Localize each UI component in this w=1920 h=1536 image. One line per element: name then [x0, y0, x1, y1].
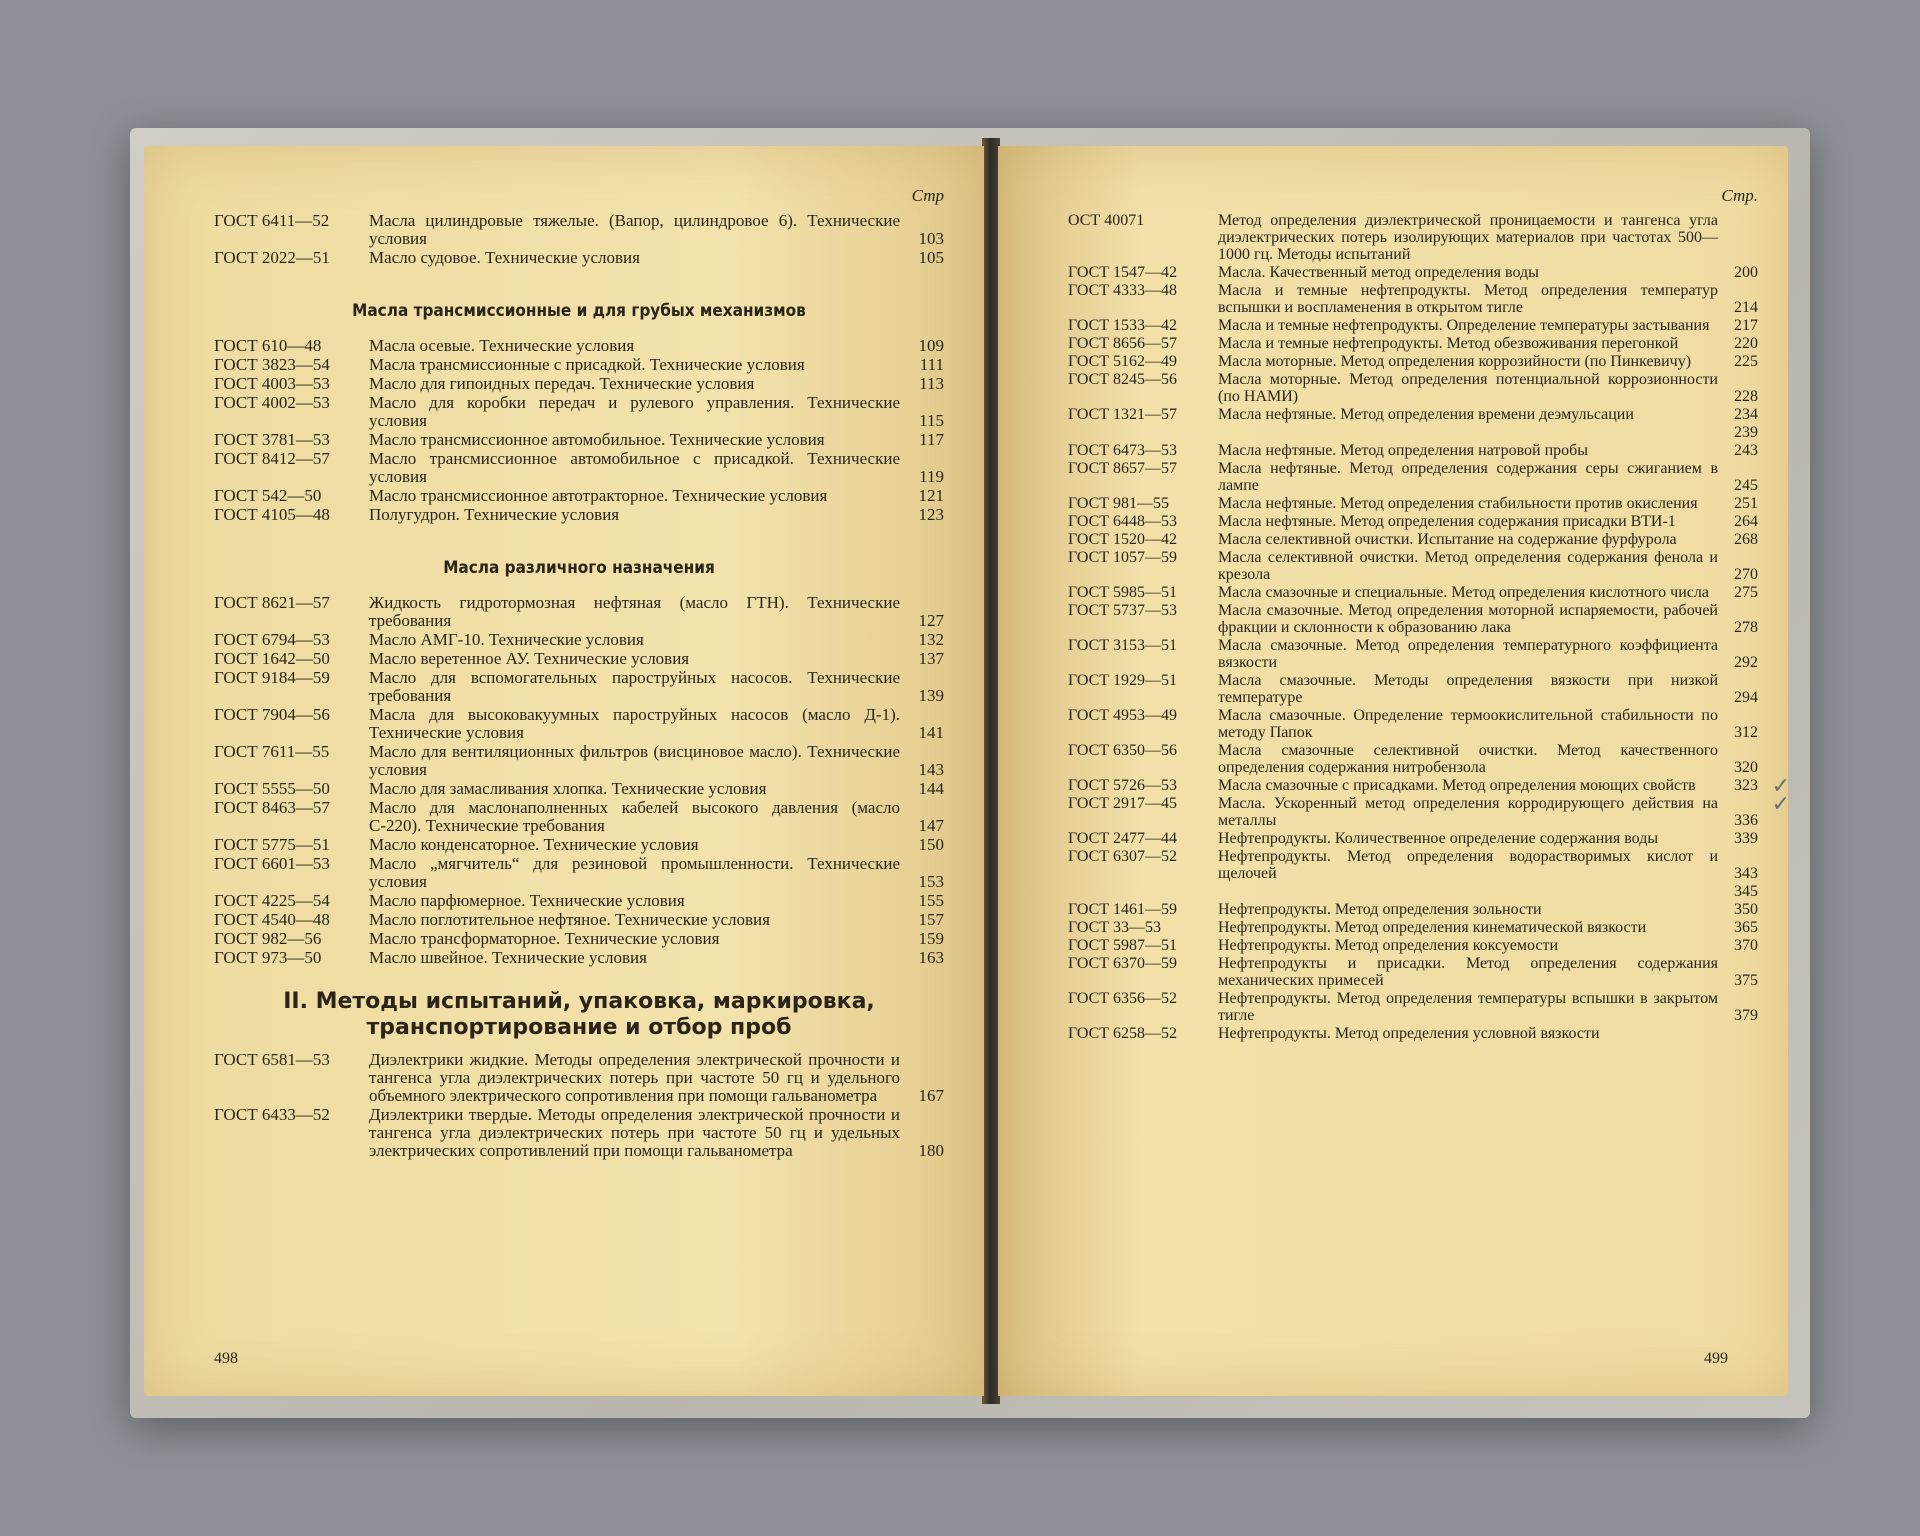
- index-entry: [214, 855, 944, 891]
- right-page-content: [1068, 186, 1790, 1043]
- gost-code: ГОСТ 8245—56: [1068, 371, 1178, 388]
- entry-title: Масло для маслонаполненных кабелей высокого давления (масло С-220). Технические требования: [369, 798, 900, 835]
- index-entry: [214, 594, 944, 630]
- entry-page: 379: [1734, 1007, 1758, 1024]
- index-entry: [214, 249, 944, 267]
- gost-code: ГОСТ 9184—59: [214, 668, 330, 687]
- index-entry: [214, 506, 944, 524]
- gost-code: ГОСТ 4540—48: [214, 910, 330, 929]
- entry-page: 127: [918, 611, 944, 630]
- gost-code: ГОСТ 8412—57: [214, 449, 330, 468]
- entry-page: 103: [918, 229, 944, 248]
- gost-code: ГОСТ 33—53: [1068, 919, 1162, 936]
- index-entry: [214, 836, 944, 854]
- entry-page: 153: [918, 872, 944, 891]
- gost-code: ГОСТ 6307—52: [1068, 848, 1178, 865]
- gost-code: ГОСТ 6356—52: [1068, 990, 1178, 1007]
- entry-page: 117: [919, 430, 944, 449]
- entry-title: Масло „мягчитель“ для резиновой промышленности. Технические условия: [369, 854, 900, 891]
- entry-page: 323: [1734, 777, 1758, 794]
- entry-title: Масла нефтяные. Метод определения содержания присадки ВТИ-1: [1218, 513, 1676, 530]
- entry-title: Масло трансмиссионное автомобильное. Технические условия: [369, 430, 825, 449]
- gost-code: ГОСТ 3781—53: [214, 430, 330, 449]
- index-entry: [1068, 406, 1758, 423]
- index-entry: [1068, 495, 1758, 512]
- entry-title: Масло судовое. Технические условия: [369, 248, 640, 267]
- entry-title: Масло АМГ-10. Технические условия: [369, 630, 644, 649]
- entry-page: 109: [918, 336, 944, 355]
- gost-code: ГОСТ 5726—53: [1068, 777, 1178, 794]
- index-entry: [1068, 773, 1790, 798]
- entry-page: 105: [918, 248, 944, 267]
- entry-title: Масла. Качественный метод определения воды: [1218, 264, 1539, 281]
- entry-page: 111: [919, 355, 944, 374]
- gost-code: ГОСТ 5775—51: [214, 835, 330, 854]
- entry-title: Масла смазочные. Методы определения вязкости при низкой температуре: [1218, 672, 1718, 706]
- part-title-methods: II. Методы испытаний, упаковка, маркировка, транспортирование и отбор проб: [283, 989, 875, 1040]
- index-entry: [1068, 264, 1758, 281]
- entry-page: 312: [1734, 724, 1758, 741]
- index-entry: [1068, 424, 1758, 441]
- index-entry: [1068, 901, 1758, 918]
- gost-code: ГОСТ 4002—53: [214, 393, 330, 412]
- index-entry: [1068, 212, 1758, 263]
- gost-code: ГОСТ 6473—53: [1068, 442, 1178, 459]
- index-entry: [214, 1106, 944, 1160]
- page-column-label: Стр.: [1721, 186, 1758, 205]
- index-entry: [214, 337, 944, 355]
- entry-page: 292: [1734, 654, 1758, 671]
- gost-code: ГОСТ 3823—54: [214, 355, 330, 374]
- entry-title: Нефтепродукты. Метод определения условной вязкости: [1218, 1025, 1600, 1042]
- left-page-content: [214, 186, 944, 1161]
- index-entry: [214, 1051, 944, 1105]
- entry-title: Нефтепродукты. Метод определения кинематической вязкости: [1218, 919, 1647, 936]
- entry-page: 180: [918, 1141, 944, 1160]
- entry-title: Масла селективной очистки. Испытание на содержание фурфурола: [1218, 531, 1677, 548]
- gost-code: ГОСТ 6601—53: [214, 854, 330, 873]
- entry-page: 220: [1734, 335, 1758, 352]
- index-entry: [214, 780, 944, 798]
- index-entry: [1068, 672, 1758, 706]
- index-entry: [214, 450, 944, 486]
- entry-title: Масло для гипоидных передач. Технические условия: [369, 374, 755, 393]
- gost-code: ГОСТ 6433—52: [214, 1105, 330, 1124]
- entry-title: Масло для вентиляционных фильтров (висциновое масло). Технические условия: [369, 742, 900, 779]
- index-entry: [1068, 442, 1758, 459]
- gost-code: ГОСТ 4333—48: [1068, 282, 1178, 299]
- index-entry: [1068, 955, 1758, 989]
- entry-title: Масло веретенное АУ. Технические условия: [369, 649, 690, 668]
- entry-page: 239: [1734, 424, 1758, 441]
- gost-code: ГОСТ 4225—54: [214, 891, 330, 910]
- entry-title: Масла смазочные. Метод определения моторной испаряемости, рабочей фракции и склонности к образованию лака: [1218, 602, 1718, 636]
- entry-title: Масло конденсаторное. Технические условия: [369, 835, 699, 854]
- entry-page: 147: [918, 816, 944, 835]
- gost-code: ГОСТ 981—55: [1068, 495, 1170, 512]
- entry-page: 115: [919, 411, 944, 430]
- entry-page: 370: [1734, 937, 1758, 954]
- entry-title: Масла и темные нефтепродукты. Метод обезвоживания перегонкой: [1218, 335, 1679, 352]
- index-entry: [1068, 371, 1758, 405]
- index-entry: [1068, 637, 1758, 671]
- open-book: [130, 128, 1810, 1418]
- section-transmission-entries: [214, 337, 944, 524]
- index-entry: [214, 911, 944, 929]
- entry-page: 339: [1734, 830, 1758, 847]
- entry-page: 155: [918, 891, 944, 910]
- entry-page: 113: [919, 374, 944, 393]
- entry-page: 157: [918, 910, 944, 929]
- entry-title: Масло поглотительное нефтяное. Технические условия: [369, 910, 770, 929]
- gost-code: ГОСТ 8621—57: [214, 593, 330, 612]
- entry-page: 294: [1734, 689, 1758, 706]
- entry-title: Нефтепродукты. Метод определения зольности: [1218, 901, 1542, 918]
- gost-code: ГОСТ 6794—53: [214, 630, 330, 649]
- index-entry: [214, 212, 944, 248]
- gost-code: ГОСТ 8657—57: [1068, 460, 1178, 477]
- gost-code: ГОСТ 4105—48: [214, 505, 330, 524]
- entry-title: Масло парфюмерное. Технические условия: [369, 891, 685, 910]
- entry-page: 243: [1734, 442, 1758, 459]
- entry-title: Масла моторные. Метод определения потенциальной коррозионности (по НАМИ): [1218, 371, 1718, 405]
- gost-code: ОСТ 40071: [1068, 212, 1145, 229]
- section-title-various: Масла различного назначения: [443, 558, 715, 578]
- gost-code: ГОСТ 6258—52: [1068, 1025, 1178, 1042]
- pencil-checkmark-icon: ✓: [1771, 791, 1790, 816]
- entry-title: Масло трансмиссионное автомобильное с присадкой. Технические условия: [369, 449, 900, 486]
- entry-page: 214: [1734, 299, 1758, 316]
- entry-title: Масла смазочные селективной очистки. Метод качественного определения содержания нитробензола: [1218, 742, 1718, 776]
- entry-page: 225: [1734, 353, 1758, 370]
- gost-code: ГОСТ 1461—59: [1068, 901, 1178, 918]
- section-various-entries: [214, 594, 944, 967]
- entry-title: Масла селективной очистки. Метод определения содержания фенола и крезола: [1218, 549, 1718, 583]
- pencil-checkmark-icon: ✓: [1771, 773, 1790, 798]
- index-entry: [1068, 317, 1758, 334]
- index-entry: [1068, 937, 1758, 954]
- gost-code: ГОСТ 1520—42: [1068, 531, 1178, 548]
- entry-page: 200: [1734, 264, 1758, 281]
- gost-code: [1068, 424, 1218, 441]
- entry-title: Масла. Ускоренный метод определения корродирующего действия на металлы: [1218, 795, 1718, 829]
- entry-title: Нефтепродукты. Метод определения температуры вспышки в закрытом тигле: [1218, 990, 1718, 1024]
- entry-title: Нефтепродукты. Метод определения коксуемости: [1218, 937, 1558, 954]
- page-number: 499: [1704, 1350, 1728, 1367]
- gost-code: ГОСТ 8463—57: [214, 798, 330, 817]
- gost-code: ГОСТ 2917—45: [1068, 795, 1178, 812]
- index-entry: [214, 892, 944, 910]
- index-entry: [214, 930, 944, 948]
- gost-code: ГОСТ 6350—56: [1068, 742, 1178, 759]
- entry-page: 251: [1734, 495, 1758, 512]
- index-entry: [214, 706, 944, 742]
- entry-title: [1218, 883, 1718, 900]
- left-page: [144, 146, 984, 1396]
- entry-page: 245: [1734, 477, 1758, 494]
- gost-code: ГОСТ 6581—53: [214, 1050, 330, 1069]
- entry-title: Масла смазочные и специальные. Метод определения кислотного числа: [1218, 584, 1709, 601]
- index-entry: [214, 375, 944, 393]
- entry-page: 139: [918, 686, 944, 705]
- entry-page: 350: [1734, 901, 1758, 918]
- entry-title: Масло швейное. Технические условия: [369, 948, 647, 967]
- entry-title: Масла для высоковакуумных пароструйных насосов (масло Д-1). Технические условия: [369, 705, 900, 742]
- entry-page: 345: [1734, 883, 1758, 900]
- entry-title: Полугудрон. Технические условия: [369, 505, 620, 524]
- gost-code: ГОСТ 982—56: [214, 929, 322, 948]
- entry-title: Жидкость гидротормозная нефтяная (масло ГТН). Технические требования: [369, 593, 900, 630]
- gost-code: ГОСТ 6411—52: [214, 211, 330, 230]
- entry-page: 121: [918, 486, 944, 505]
- index-entry: [1068, 549, 1758, 583]
- index-entry: [1068, 584, 1758, 601]
- entry-title: Нефтепродукты. Количественное определение содержания воды: [1218, 830, 1659, 847]
- entry-page: 336: [1734, 812, 1758, 829]
- index-entry: [1068, 883, 1758, 900]
- gost-code: ГОСТ 1533—42: [1068, 317, 1178, 334]
- gost-code: ГОСТ 1321—57: [1068, 406, 1178, 423]
- entry-page: 137: [918, 649, 944, 668]
- index-entry: [1068, 513, 1758, 530]
- entry-title: Масло трансмиссионное автотракторное. Технические условия: [369, 486, 828, 505]
- entry-title: Масла смазочные. Определение термоокислительной стабильности по методу Папок: [1218, 707, 1718, 741]
- index-entry: [214, 743, 944, 779]
- gost-code: ГОСТ 5985—51: [1068, 584, 1178, 601]
- left-top-entries: [214, 212, 944, 267]
- entry-title: Масла осевые. Технические условия: [369, 336, 635, 355]
- entry-title: Масла нефтяные. Метод определения времени деэмульсации: [1218, 406, 1634, 423]
- entry-title: Метод определения диэлектрической проницаемости и тангенса угла диэлектрических потерь изолирующих материалов при частотах 500—1000 гц. Методы испытаний: [1218, 212, 1718, 263]
- gost-code: ГОСТ 4953—49: [1068, 707, 1178, 724]
- entry-page: 143: [918, 760, 944, 779]
- entry-title: Нефтепродукты. Метод определения водорастворимых кислот и щелочей: [1218, 848, 1718, 882]
- index-entry: [214, 650, 944, 668]
- entry-page: 119: [919, 467, 944, 486]
- right-page: [998, 146, 1788, 1396]
- gost-code: ГОСТ 6448—53: [1068, 513, 1178, 530]
- entry-page: 275: [1734, 584, 1758, 601]
- index-entry: [1068, 353, 1758, 370]
- index-entry: [1068, 531, 1758, 548]
- gost-code: ГОСТ 7904—56: [214, 705, 330, 724]
- entry-title: Диэлектрики жидкие. Методы определения электрической прочности и тангенса угла диэлектрических потерь при частоте 50 гц и удельного объемного электрического сопротивления при помощи гальванометра: [369, 1050, 900, 1105]
- right-entries: [1068, 212, 1790, 1042]
- entry-title: Масла нефтяные. Метод определения стабильности против окисления: [1218, 495, 1698, 512]
- entry-title: Масло для вспомогательных пароструйных насосов. Технические требования: [369, 668, 900, 705]
- gost-code: ГОСТ 610—48: [214, 336, 322, 355]
- gost-code: ГОСТ 8656—57: [1068, 335, 1178, 352]
- entry-page: 278: [1734, 619, 1758, 636]
- entry-page: 270: [1734, 566, 1758, 583]
- entry-title: Масло для коробки передач и рулевого управления. Технические условия: [369, 393, 900, 430]
- entry-title: Нефтепродукты и присадки. Метод определения содержания механических примесей: [1218, 955, 1718, 989]
- entry-page: 141: [918, 723, 944, 742]
- index-entry: [1068, 830, 1758, 847]
- entry-page: 264: [1734, 513, 1758, 530]
- gost-code: ГОСТ 1057—59: [1068, 549, 1178, 566]
- gost-code: ГОСТ 5987—51: [1068, 937, 1178, 954]
- entry-title: Масло для замасливания хлопка. Технические условия: [369, 779, 767, 798]
- index-entry: [214, 631, 944, 649]
- section-title-transmission: Масла трансмиссионные и для грубых механизмов: [352, 301, 806, 321]
- index-entry: [214, 356, 944, 374]
- gost-code: ГОСТ 542—50: [214, 486, 322, 505]
- index-entry: [1068, 602, 1758, 636]
- entry-title: Масло трансформаторное. Технические условия: [369, 929, 720, 948]
- index-entry: [1068, 791, 1790, 829]
- entry-page: 365: [1734, 919, 1758, 936]
- page-number: 498: [214, 1350, 238, 1367]
- entry-page: 167: [918, 1086, 944, 1105]
- entry-page: 159: [918, 929, 944, 948]
- index-entry: [214, 799, 944, 835]
- gost-code: ГОСТ 1642—50: [214, 649, 330, 668]
- gost-code: ГОСТ 5555—50: [214, 779, 330, 798]
- index-entry: [214, 394, 944, 430]
- entry-title: Масла и темные нефтепродукты. Метод определения температур вспышки и воспламенения в открытом тигле: [1218, 282, 1718, 316]
- gost-code: ГОСТ 5737—53: [1068, 602, 1178, 619]
- entry-page: 217: [1734, 317, 1758, 334]
- index-entry: [1068, 990, 1758, 1024]
- gost-code: ГОСТ 6370—59: [1068, 955, 1178, 972]
- index-entry: [1068, 919, 1758, 936]
- gost-code: ГОСТ 1929—51: [1068, 672, 1178, 689]
- entry-title: Масла смазочные с присадками. Метод определения моющих свойств: [1218, 777, 1696, 794]
- index-entry: [1068, 707, 1758, 741]
- gost-code: ГОСТ 2022—51: [214, 248, 330, 267]
- gost-code: ГОСТ 7611—55: [214, 742, 330, 761]
- gost-code: [1068, 883, 1218, 900]
- entry-page: 123: [918, 505, 944, 524]
- entry-title: Масла нефтяные. Метод определения натровой пробы: [1218, 442, 1589, 459]
- entry-page: 132: [918, 630, 944, 649]
- entry-page: 343: [1734, 865, 1758, 882]
- index-entry: [1068, 742, 1758, 776]
- entry-title: Масла цилиндровые тяжелые. (Вапор, цилиндровое 6). Технические условия: [369, 211, 900, 248]
- gost-code: ГОСТ 1547—42: [1068, 264, 1178, 281]
- gost-code: ГОСТ 4003—53: [214, 374, 330, 393]
- entry-page: 150: [918, 835, 944, 854]
- gost-code: ГОСТ 5162—49: [1068, 353, 1178, 370]
- gost-code: ГОСТ 2477—44: [1068, 830, 1178, 847]
- entry-title: Масла смазочные. Метод определения температурного коэффициента вязкости: [1218, 637, 1718, 671]
- index-entry: [214, 487, 944, 505]
- entry-title: Масла нефтяные. Метод определения содержания серы сжиганием в лампе: [1218, 460, 1718, 494]
- entry-page: 163: [918, 948, 944, 967]
- index-entry: [1068, 282, 1758, 316]
- part-methods-entries: [214, 1051, 944, 1160]
- index-entry: [1068, 335, 1758, 352]
- gost-code: ГОСТ 973—50: [214, 948, 322, 967]
- entry-title: [1218, 424, 1718, 441]
- index-entry: [1068, 1025, 1758, 1042]
- entry-page: 320: [1734, 759, 1758, 776]
- index-entry: [1068, 848, 1758, 882]
- entry-page: 234: [1734, 406, 1758, 423]
- entry-page: 144: [918, 779, 944, 798]
- gost-code: ГОСТ 3153—51: [1068, 637, 1178, 654]
- index-entry: [214, 949, 944, 967]
- entry-title: Масла трансмиссионные с присадкой. Технические условия: [369, 355, 805, 374]
- index-entry: [214, 669, 944, 705]
- index-entry: [214, 431, 944, 449]
- entry-title: Диэлектрики твердые. Методы определения электрической прочности и тангенса угла диэлектрических потерь при частоте 50 гц и удельных электрических сопротивлений при помощи гальванометра: [369, 1105, 900, 1160]
- entry-page: 268: [1734, 531, 1758, 548]
- entry-title: Масла моторные. Метод определения коррозийности (по Пинкевичу): [1218, 353, 1692, 370]
- index-entry: [1068, 460, 1758, 494]
- entry-title: Масла и темные нефтепродукты. Определение температуры застывания: [1218, 317, 1710, 334]
- entry-page: 228: [1734, 388, 1758, 405]
- page-column-label: Стр: [911, 186, 944, 205]
- entry-page: 375: [1734, 972, 1758, 989]
